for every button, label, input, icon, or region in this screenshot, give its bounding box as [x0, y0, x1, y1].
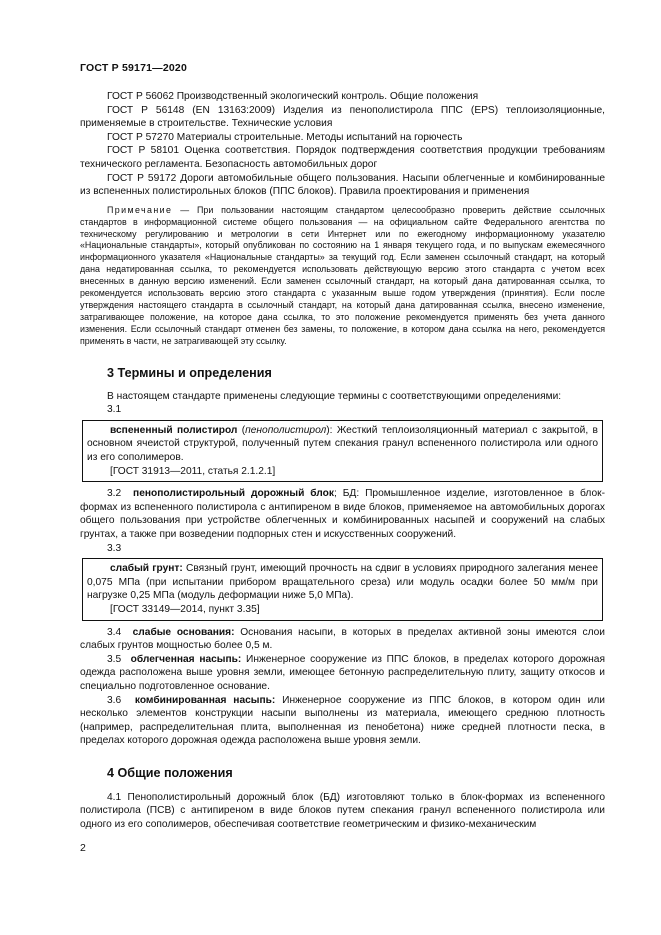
term-3-2-abbr: ; БД:	[333, 488, 360, 500]
section-3-intro: В настоящем стандарте применены следующие термины с соответствующими определениями:	[107, 390, 562, 402]
term-3-6-number: 3.6	[107, 694, 122, 706]
note-paragraph	[80, 205, 605, 348]
term-3-2-number: 3.2	[107, 488, 122, 500]
term-3-3-definition: Связный грунт, имеющий прочность на сдвиг в условиях природного залегания менее 0,075 МПа (при испытании прибором вращательного среза) или модуль осадки более 50 мм/м при нагрузке 0,25 МПа (модуль деформации ниже 5,0 МПа).	[87, 563, 599, 602]
page-number: 2	[80, 842, 86, 854]
note-label: Примечание	[107, 204, 173, 215]
term-3-5-number: 3.5	[107, 653, 122, 665]
section-4-paragraph-4-1: 4.1 Пенополистирольный дорожный блок (БД) изготовляют только в блок-формах из вспененного полистирола (ПСВ) с антипиреном в виде блоков путем спекания гранул вспененного полистирола или одного из его сополимеров, обеспечивая соответствие геометрическим и физико-механическим	[80, 791, 605, 831]
term-number-3-3: 3.3	[107, 542, 122, 554]
term-number-3-1: 3.1	[107, 404, 122, 416]
term-3-3-name: слабый грунт:	[110, 563, 183, 575]
term-3-1-definition: : Жесткий теплоизоляционный материал с закрытой, в основном ячеистой структурой, полученный путем спекания гранул вспененного полистирола или одного из его сополимеров.	[87, 424, 598, 463]
section-4-title: 4 Общие положения	[107, 765, 233, 780]
term-3-3-source: [ГОСТ 33149—2014, пункт 3.35]	[110, 603, 260, 615]
reference-item: ГОСТ Р 56062 Производственный экологический контроль. Общие положения	[107, 91, 479, 102]
reference-item: ГОСТ Р 57270 Материалы строительные. Методы испытаний на горючесть	[107, 131, 463, 143]
document-header: ГОСТ Р 59171—2020	[80, 62, 188, 74]
term-3-4	[80, 626, 605, 653]
reference-item: ГОСТ Р 58101 Оценка соответствия. Порядок подтверждения соответствия продукции требованиям технического регламента. Безопасность автомобильных дорог	[80, 145, 605, 170]
term-3-6-name: комбинированная насыпь:	[134, 694, 276, 706]
term-3-4-definition: Основания насыпи, в которых в пределах активной зоны имеются слои слабых грунтов мощностью более 0,5 м.	[80, 626, 605, 652]
term-3-2	[80, 487, 605, 541]
term-3-4-number: 3.4	[107, 626, 122, 638]
term-3-3-text	[87, 562, 598, 603]
page-body	[80, 90, 605, 832]
term-3-1-source: [ГОСТ 31913—2011, статья 2.1.2.1]	[110, 465, 276, 477]
term-3-2-definition: Промышленное изделие, изготовленное в блок-формах из вспененного полистирола с антипиреном в виде блоков, применяемое на автомобильных дорогах общего пользования при устройстве облегченных и комбинированных насыпей и сооружений на слабых грунтах, а также при возведении подпорных стен и искусственных сооружений.	[80, 488, 605, 540]
term-3-1-text: вспененный полистирол (пенополистирол): Жесткий теплоизоляционный материал с закрытой, в основном ячеистой структурой, полученный путем спекания гранул вспененного полистирола или одного из его сополимеров.	[87, 424, 598, 463]
term-3-5	[80, 653, 605, 694]
term-3-6-definition: Инженерное сооружение из ППС блоков, в котором один или несколько элементов конструкции насыпи выполнены из материала, имеющего среднюю плотность (например, распределительная плита, выполненная из пенобетона) ниже средней плотности песка, в пределах которого дорожная одежда расположена выше уровня земли.	[80, 694, 605, 747]
reference-item: ГОСТ Р 56148 (EN 13163:2009) Изделия из пенополистирола ППС (EPS) теплоизоляционные, применяемые в строительстве. Технические условия	[80, 104, 605, 130]
term-3-2-name: пенополистирольный дорожный блок	[133, 488, 334, 500]
term-3-5-definition: Инженерное сооружение из ППС блоков, в пределах которого дорожная одежда расположена выше уровня земли, имеющее бетонную распределительную плиту, защиту откосов и специально подготовленное основание.	[80, 653, 605, 692]
term-3-1-name: вспененный полистирол	[110, 424, 238, 436]
note-text: — При пользовании настоящим стандартом целесообразно проверить действие ссылочных стандартов в информационной системе общего пользования — на официальном сайте Федерального агентства по техническому регулированию и метрологии в сети Интернет или по ежегодному информационному указателю «Национальные стандарты», который опубликован по состоянию на 1 января текущего года, и по выпускам ежемесячного информационного указателя «Национальные стандарты» за текущий год. Если заменен ссылочный стандарт, на который дана недатированная ссылка, то рекомендуется использовать действующую версию этого стандарта с учетом всех внесенных в данную версию изменений. Если заменен ссылочный стандарт, на который дана датированная ссылка, то рекомендуется использовать версию этого стандарта с указанным выше годом утверждения (принятия). Если после утверждения настоящего стандарта в ссылочный стандарт, на который дана датированная ссылка, внесено изменение, затрагивающее положение, на которое дана ссылка, то это положение рекомендуется применять без учета данного изменения. Если ссылочный стандарт отменен без замены, то положение, в котором дана ссылка на него, рекомендуется применять в части, не затрагивающей эту ссылку.	[80, 204, 605, 346]
term-3-6	[80, 694, 605, 748]
term-3-5-name: облегченная насыпь:	[130, 653, 242, 665]
term-box-3-3	[82, 558, 603, 620]
term-3-1-alt: пенополистирол	[245, 424, 327, 436]
term-box-3-1	[82, 420, 603, 482]
section-3-title: 3 Термины и определения	[107, 365, 272, 380]
reference-item: ГОСТ Р 59172 Дороги автомобильные общего пользования. Насыпи облегченные и комбинированные из вспененных полистирольных блоков (ППС блоков). Правила проектирования и применения	[80, 172, 605, 198]
term-3-4-name: слабые основания:	[132, 626, 235, 638]
